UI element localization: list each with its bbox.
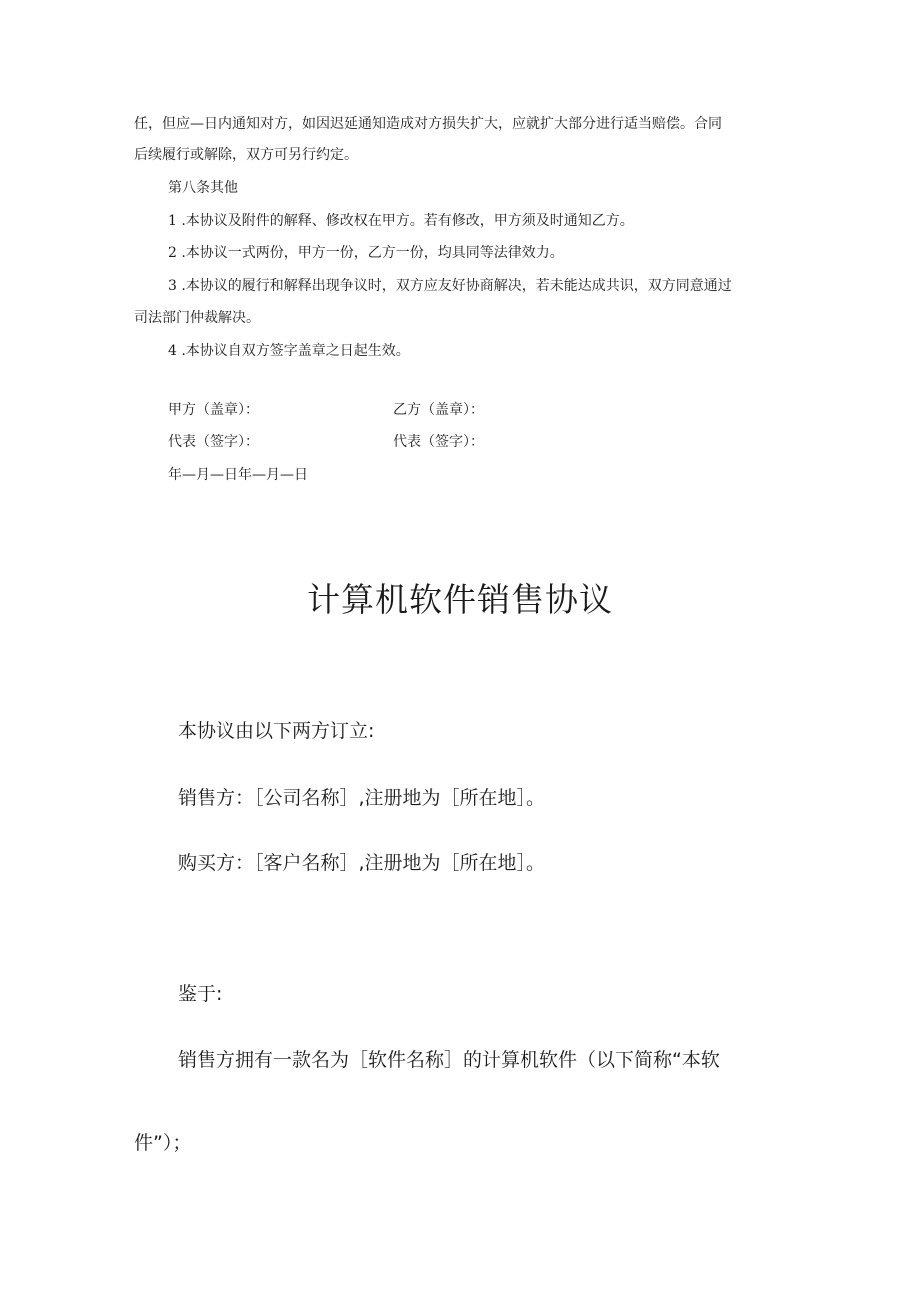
article-item-1: 1 .本协议及附件的解释、修改权在甲方。若有修改，甲方须及时通知乙方。 [168, 213, 634, 229]
continued-paragraph-line-1: 任，但应—日内通知对方，如因迟延通知造成对方损失扩大，应就扩大部分进行适当赔偿。合同 [134, 116, 722, 132]
party-b-seal-label: 乙方（盖章）： [393, 402, 484, 418]
article-item-2: 2 .本协议一式两份，甲方一份，乙方一份，均具同等法律效力。 [168, 245, 564, 261]
article-item-4: 4 .本协议自双方签字盖章之日起生效。 [168, 343, 410, 359]
article-item-3: 3 .本协议的履行和解释出现争议时，双方应友好协商解决，若未能达成共识，双方同意通过 [168, 278, 732, 294]
buyer-line: 购买方：［客户名称］,注册地为［所在地］。 [178, 852, 546, 874]
document-title: 计算机软件销售协议 [307, 580, 613, 619]
signature-dates: 年—月—日年—月—日 [168, 467, 308, 483]
continued-paragraph-line-2: 后续履行或解除，双方可另行约定。 [134, 147, 358, 163]
agreement-intro: 本协议由以下两方订立: [178, 720, 375, 742]
whereas-clause-1-line-2: 件”）； [134, 1132, 192, 1154]
seller-line: 销售方：［公司名称］,注册地为［所在地］。 [178, 787, 546, 809]
article-item-3-continued: 司法部门仲裁解决。 [134, 310, 260, 326]
party-a-representative-label: 代表（签字）： [168, 434, 259, 450]
whereas-heading: 鉴于: [178, 983, 223, 1005]
party-a-seal-label: 甲方（盖章）： [168, 402, 259, 418]
article-eight-heading: 第八条其他 [168, 180, 238, 196]
whereas-clause-1-line-1: 销售方拥有一款名为［软件名称］的计算机软件（以下简称“本软 [178, 1049, 720, 1071]
party-b-representative-label: 代表（签字）： [393, 434, 484, 450]
